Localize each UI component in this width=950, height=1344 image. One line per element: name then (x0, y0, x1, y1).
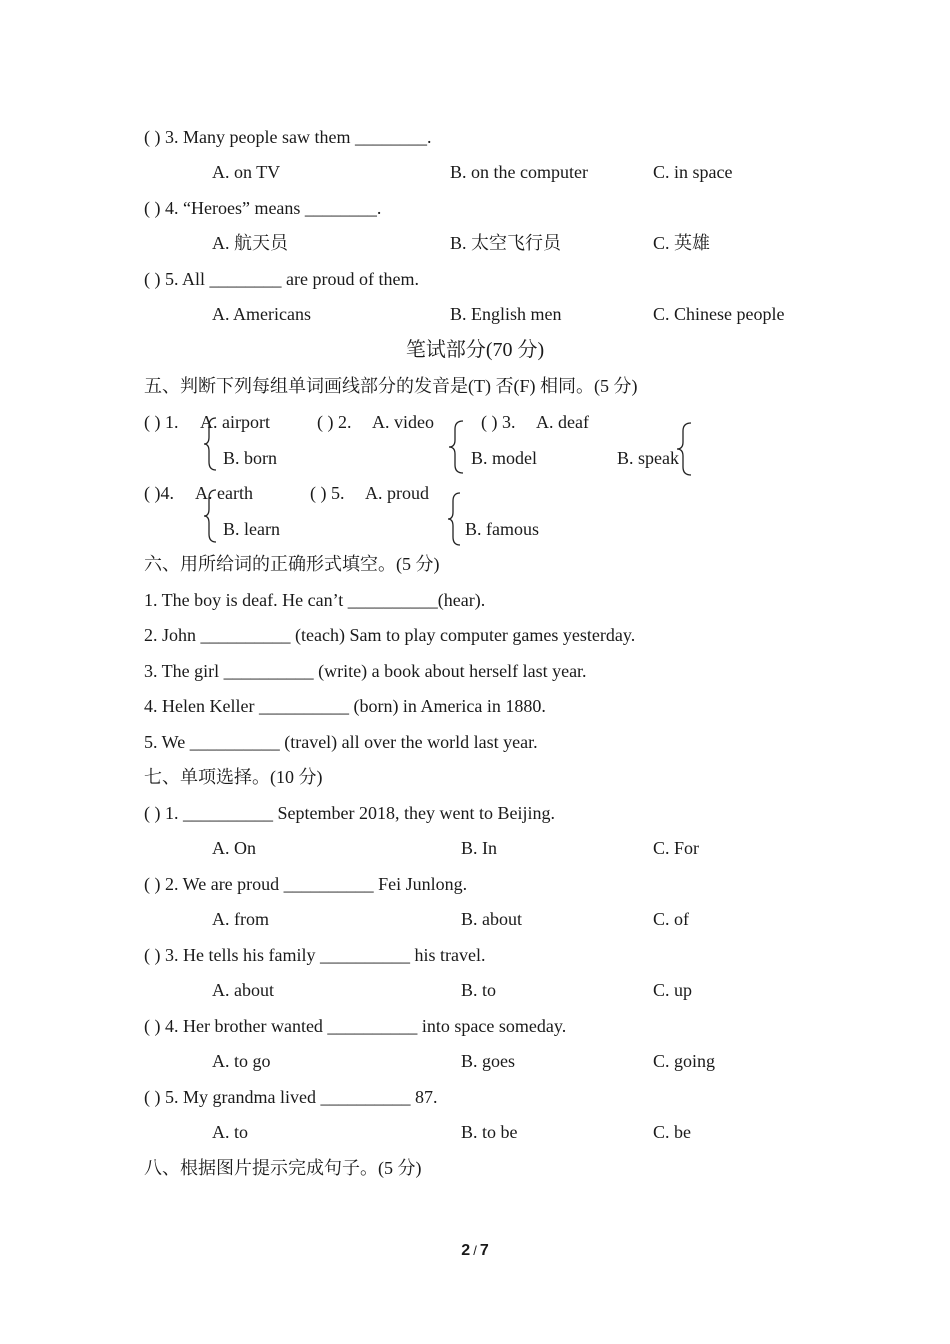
question-stem: ( ) 5. My grandma lived __________ 87. (144, 1087, 438, 1107)
fill-item: 1. The boy is deaf. He can’t __________(hear). (144, 590, 486, 610)
brace-icon (447, 492, 463, 546)
group-label: ( ) 5. (310, 483, 345, 503)
option-b: B. English men (450, 304, 562, 324)
option-b: B. 太空飞行员 (450, 233, 562, 253)
option-b: B. to (461, 980, 497, 1000)
question-stem: ( ) 4. “Heroes” means ________. (144, 198, 382, 218)
option-b: B. In (461, 838, 497, 858)
word-b: B. speak (617, 448, 679, 468)
fill-item: 3. The girl __________ (write) a book about herself last year. (144, 661, 587, 681)
page-number (0, 1242, 950, 1260)
option-a: A. about (212, 980, 274, 1000)
option-c: C. Chinese people (653, 304, 785, 324)
fill-item: 5. We __________ (travel) all over the world last year. (144, 732, 538, 752)
word-a: A. earth (195, 483, 253, 503)
option-b: B. goes (461, 1051, 515, 1071)
word-b: B. learn (223, 519, 280, 539)
word-b: B. model (471, 448, 537, 468)
brace-icon (676, 422, 694, 476)
section-heading: 五、判断下列每组单词画线部分的发音是(T) 否(F) 相同。(5 分) (144, 376, 638, 396)
question-stem: ( ) 3. Many people saw them ________. (144, 127, 432, 147)
group-label: ( )4. (144, 483, 174, 503)
option-c: C. For (653, 838, 700, 858)
option-c: C. 英雄 (653, 233, 711, 253)
group-label: ( ) 3. (481, 412, 516, 432)
question-stem: ( ) 2. We are proud __________ Fei Junlong. (144, 874, 468, 894)
brace-icon (448, 420, 466, 474)
page-separator: / (473, 1243, 477, 1258)
question-stem: ( ) 4. Her brother wanted __________ into space someday. (144, 1016, 567, 1036)
question-stem: ( ) 5. All ________ are proud of them. (144, 269, 419, 289)
option-c: C. going (653, 1051, 716, 1071)
word-b: B. born (223, 448, 277, 468)
group-label: ( ) 1. (144, 412, 179, 432)
section-title: 笔试部分(70 分) (405, 339, 545, 361)
option-a: A. to go (212, 1051, 271, 1071)
section-heading: 八、根据图片提示完成句子。(5 分) (144, 1158, 422, 1178)
option-c: C. of (653, 909, 689, 929)
question-stem: ( ) 1. __________ September 2018, they went to Beijing. (144, 803, 555, 823)
group-label: ( ) 2. (317, 412, 352, 432)
fill-item: 2. John __________ (teach) Sam to play computer games yesterday. (144, 625, 636, 645)
option-a: A. 航天员 (212, 233, 288, 253)
option-c: C. up (653, 980, 693, 1000)
word-b: B. famous (465, 519, 539, 539)
section-heading: 七、单项选择。(10 分) (144, 767, 323, 787)
option-b: B. on the computer (450, 162, 588, 182)
option-a: A. On (212, 838, 256, 858)
section-heading: 六、用所给词的正确形式填空。(5 分) (144, 554, 440, 574)
brace-icon (203, 489, 219, 543)
word-a: A. video (372, 412, 434, 432)
word-a: A. airport (200, 412, 270, 432)
option-a: A. Americans (212, 304, 311, 324)
question-stem: ( ) 3. He tells his family __________ his travel. (144, 945, 486, 965)
fill-item: 4. Helen Keller __________ (born) in America in 1880. (144, 696, 546, 716)
option-c: C. in space (653, 162, 733, 182)
word-a: A. deaf (536, 412, 589, 432)
brace-icon (203, 417, 219, 471)
option-a: A. on TV (212, 162, 281, 182)
current-page: 2 (461, 1242, 471, 1259)
option-a: A. from (212, 909, 269, 929)
option-b: B. about (461, 909, 522, 929)
option-b: B. to be (461, 1122, 518, 1142)
total-pages: 7 (479, 1242, 489, 1259)
word-a: A. proud (365, 483, 429, 503)
option-a: A. to (212, 1122, 248, 1142)
option-c: C. be (653, 1122, 691, 1142)
